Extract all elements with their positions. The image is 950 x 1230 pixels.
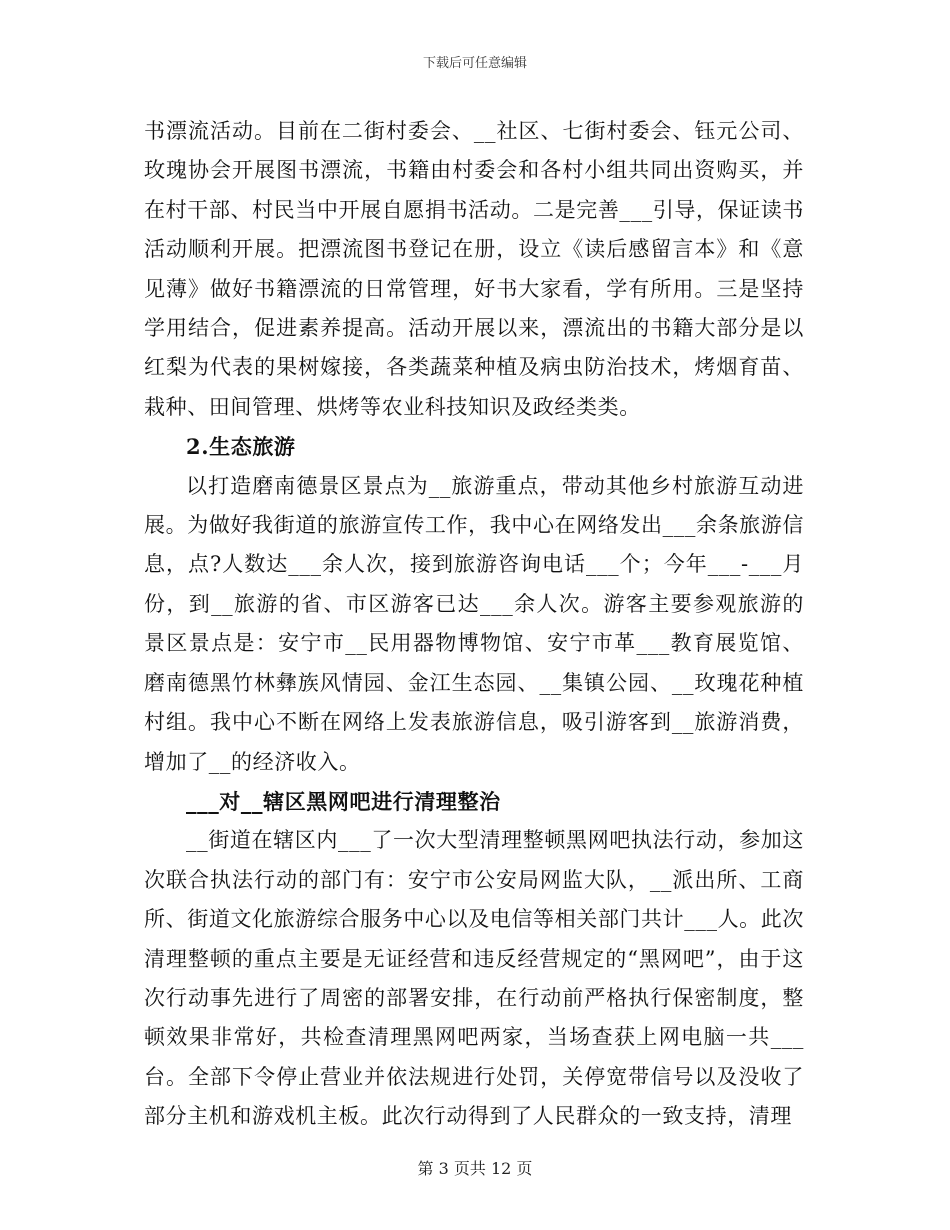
- heading-internet-cafe-cleanup: ___对__辖区黑网吧进行清理整治: [186, 788, 501, 814]
- paragraph-eco-tourism: 以打造磨南德景区景点为__旅游重点，带动其他乡村旅游互动进展。为做好我街道的旅游宣传工作，我中心在网络发出___余条旅游信息，点?人数达___余人次，接到旅游咨询电话___个；今年___-___月份，到__旅游的省、市区游客已达___余人次。游客主要参观旅游的景区景点是：安宁市__民用器物博物馆、安宁市革___教育展览馆、磨南德黑竹林彝族风情园、金江生态园、__集镇公园、__玫瑰花种植村组。我中心不断在网络上发表旅游信息，吸引游客到__旅游消费，增加了__的经济收入。: [144, 473, 804, 774]
- heading-eco-tourism: 2.生态旅游: [186, 434, 296, 460]
- page-number-footer: 第 3 页共 12 页: [417, 1159, 533, 1178]
- document-body: [144, 112, 804, 1137]
- paragraph-internet-cafe-cleanup: __街道在辖区内___了一次大型清理整顿黑网吧执法行动，参加这次联合执法行动的部门有：安宁市公安局网监大队，__派出所、工商所、街道文化旅游综合服务中心以及电信等相关部门共计___人。此次清理整顿的重点主要是无证经营和违反经营规定的“黑网吧”，由于这次行动事先进行了周密的部署安排，在行动前严格执行保密制度，整顿效果非常好，共检查清理黑网吧两家，当场查获上网电脑一共___台。全部下令停止营业并依法规进行处罚，关停宽带信号以及没收了部分主机和游戏机主板。此次行动得到了人民群众的一致支持，清理: [144, 828, 804, 1129]
- header-note: 下载后可任意编辑: [422, 56, 527, 71]
- paragraph-book-drifting: 书漂流活动。目前在二街村委会、__社区、七街村委会、钰元公司、玫瑰协会开展图书漂流，书籍由村委会和各村小组共同出资购买，并在村干部、村民当中开展自愿捐书活动。二是完善___引导，保证读书活动顺利开展。把漂流图书登记在册，设立《读后感留言本》和《意见薄》做好书籍漂流的日常管理，好书大家看，学有所用。三是坚持学用结合，促进素养提高。活动开展以来，漂流出的书籍大部分是以红梨为代表的果树嫁接，各类蔬菜种植及病虫防治技术，烤烟育苗、栽种、田间管理、烘烤等农业科技知识及政经类类。: [144, 119, 804, 419]
